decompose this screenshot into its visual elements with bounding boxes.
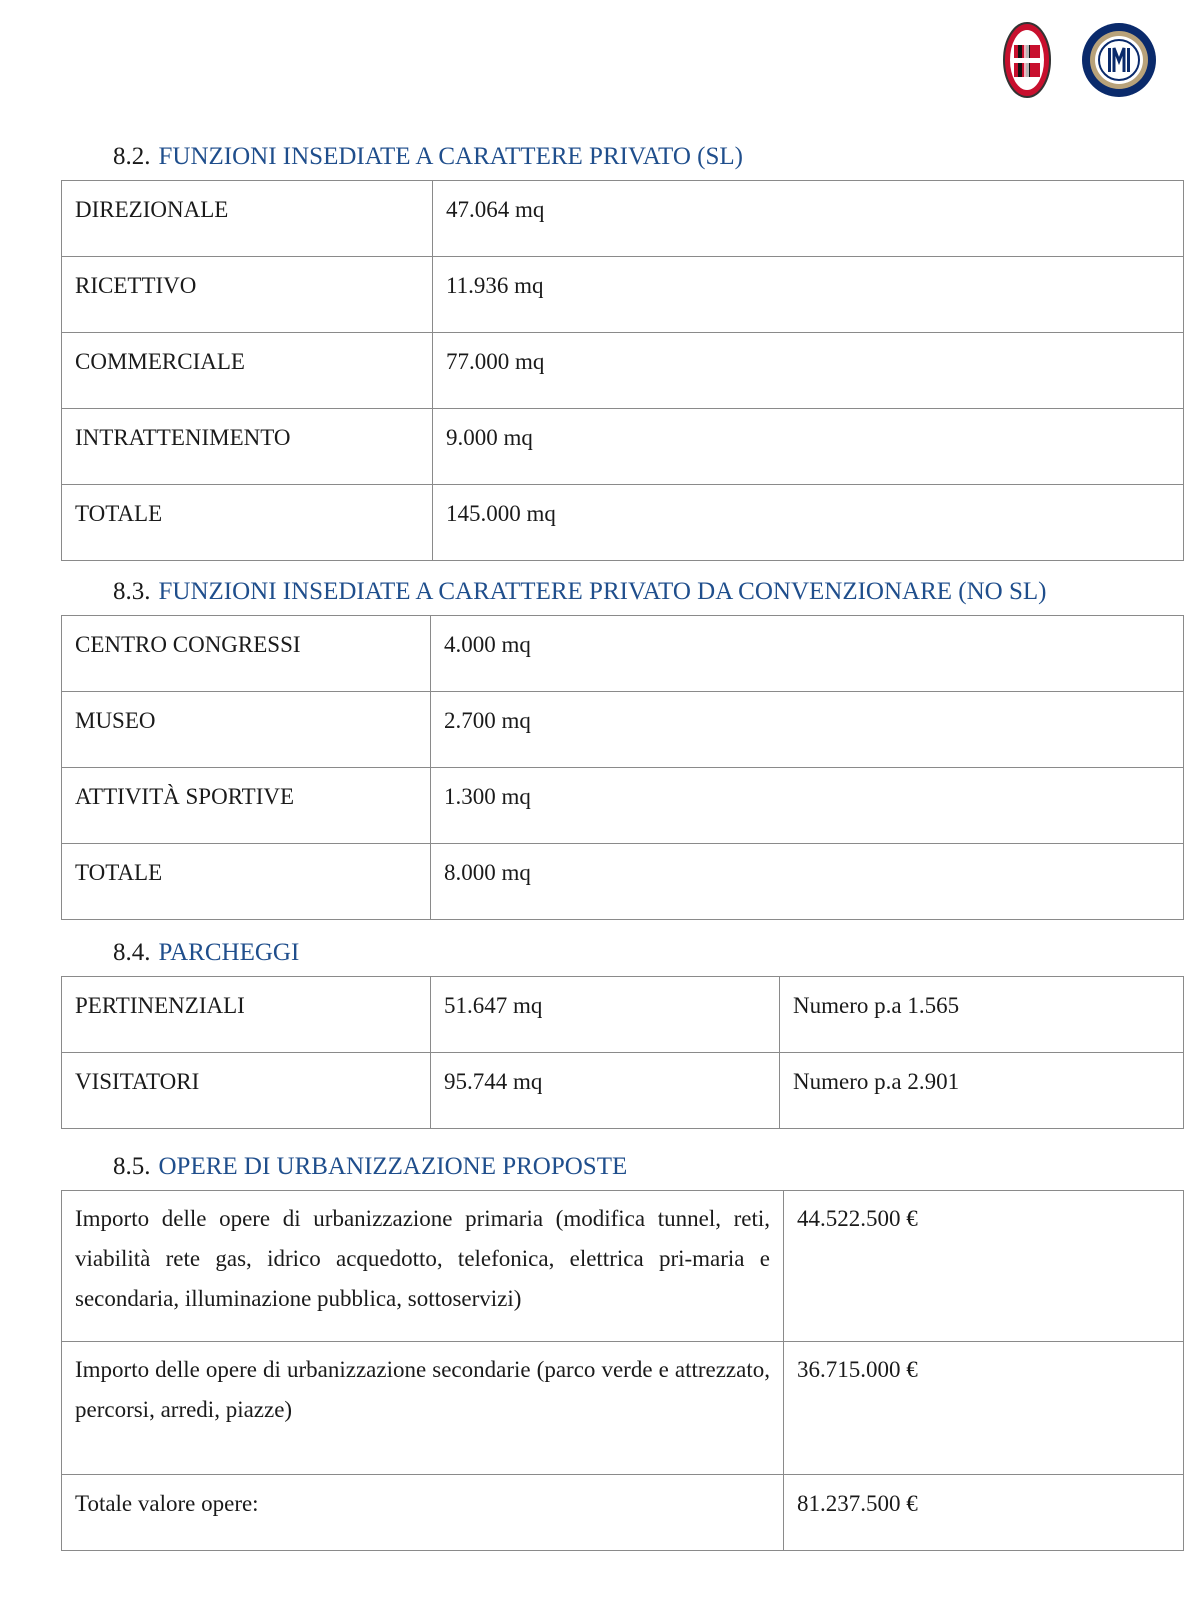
table-row xyxy=(62,768,1184,844)
club-logos xyxy=(1002,20,1158,100)
row-count: Numero p.a 1.565 xyxy=(780,977,1184,1053)
row-value: 81.237.500 € xyxy=(784,1475,1184,1551)
row-value: 51.647 mq xyxy=(431,977,780,1053)
section-heading: FUNZIONI INSEDIATE A CARATTERE PRIVATO DA CONVENZIONARE (NO SL) xyxy=(158,578,1047,605)
row-label: TOTALE xyxy=(62,844,431,920)
section-heading: OPERE DI URBANIZZAZIONE PROPOSTE xyxy=(158,1153,628,1180)
row-label: MUSEO xyxy=(62,692,431,768)
row-value: 95.744 mq xyxy=(431,1053,780,1129)
section-number: 8.3. xyxy=(113,578,151,605)
row-count: Numero p.a 2.901 xyxy=(780,1053,1184,1129)
table-row xyxy=(62,616,1184,692)
row-label: CENTRO CONGRESSI xyxy=(62,616,431,692)
row-label: DIREZIONALE xyxy=(62,181,433,257)
table-row xyxy=(62,692,1184,768)
row-value: 8.000 mq xyxy=(431,844,1184,920)
table-parking xyxy=(61,976,1184,1129)
section-8-2-title xyxy=(113,143,743,171)
row-label: VISITATORI xyxy=(62,1053,431,1129)
table-row xyxy=(62,1053,1184,1129)
row-value: 77.000 mq xyxy=(433,333,1184,409)
row-value: 44.522.500 € xyxy=(784,1191,1184,1342)
table-row xyxy=(62,181,1184,257)
table-row xyxy=(62,257,1184,333)
table-row xyxy=(62,1191,1184,1342)
row-label: Importo delle opere di urbanizzazione secondarie (parco verde e attrezzato, percorsi, arredi, piazze) xyxy=(62,1342,784,1475)
row-value: 4.000 mq xyxy=(431,616,1184,692)
row-label: TOTALE xyxy=(62,485,433,561)
table-row-total xyxy=(62,844,1184,920)
table-urbanization-works xyxy=(61,1190,1184,1551)
table-row xyxy=(62,333,1184,409)
row-value: 145.000 mq xyxy=(433,485,1184,561)
table-row-total xyxy=(62,485,1184,561)
table-row xyxy=(62,409,1184,485)
section-8-4-title xyxy=(113,939,299,967)
row-label: INTRATTENIMENTO xyxy=(62,409,433,485)
table-convention-functions xyxy=(61,615,1184,920)
ac-milan-logo xyxy=(1002,20,1052,100)
section-number: 8.5. xyxy=(113,1153,151,1180)
row-label: Totale valore opere: xyxy=(62,1475,784,1551)
row-label: PERTINENZIALI xyxy=(62,977,431,1053)
section-8-5-title xyxy=(113,1153,627,1181)
row-value: 2.700 mq xyxy=(431,692,1184,768)
section-heading: FUNZIONI INSEDIATE A CARATTERE PRIVATO (SL) xyxy=(158,143,744,170)
section-8-3-title xyxy=(113,578,1046,606)
section-number: 8.2. xyxy=(113,143,151,170)
table-row xyxy=(62,977,1184,1053)
row-label: COMMERCIALE xyxy=(62,333,433,409)
table-row-total xyxy=(62,1475,1184,1551)
row-value: 11.936 mq xyxy=(433,257,1184,333)
section-number: 8.4. xyxy=(113,939,151,966)
row-label: RICETTIVO xyxy=(62,257,433,333)
inter-logo xyxy=(1080,21,1158,99)
section-heading: PARCHEGGI xyxy=(158,939,300,966)
row-value: 47.064 mq xyxy=(433,181,1184,257)
row-value: 36.715.000 € xyxy=(784,1342,1184,1475)
table-private-functions xyxy=(61,180,1184,561)
table-row xyxy=(62,1342,1184,1475)
row-label: ATTIVITÀ SPORTIVE xyxy=(62,768,431,844)
row-value: 9.000 mq xyxy=(433,409,1184,485)
row-value: 1.300 mq xyxy=(431,768,1184,844)
row-label: Importo delle opere di urbanizzazione primaria (modifica tunnel, reti, viabilità rete gas, idrico acquedotto, telefonica, elettrica pri-maria e secondaria, illuminazione pubblica, sottoservizi) xyxy=(62,1191,784,1342)
